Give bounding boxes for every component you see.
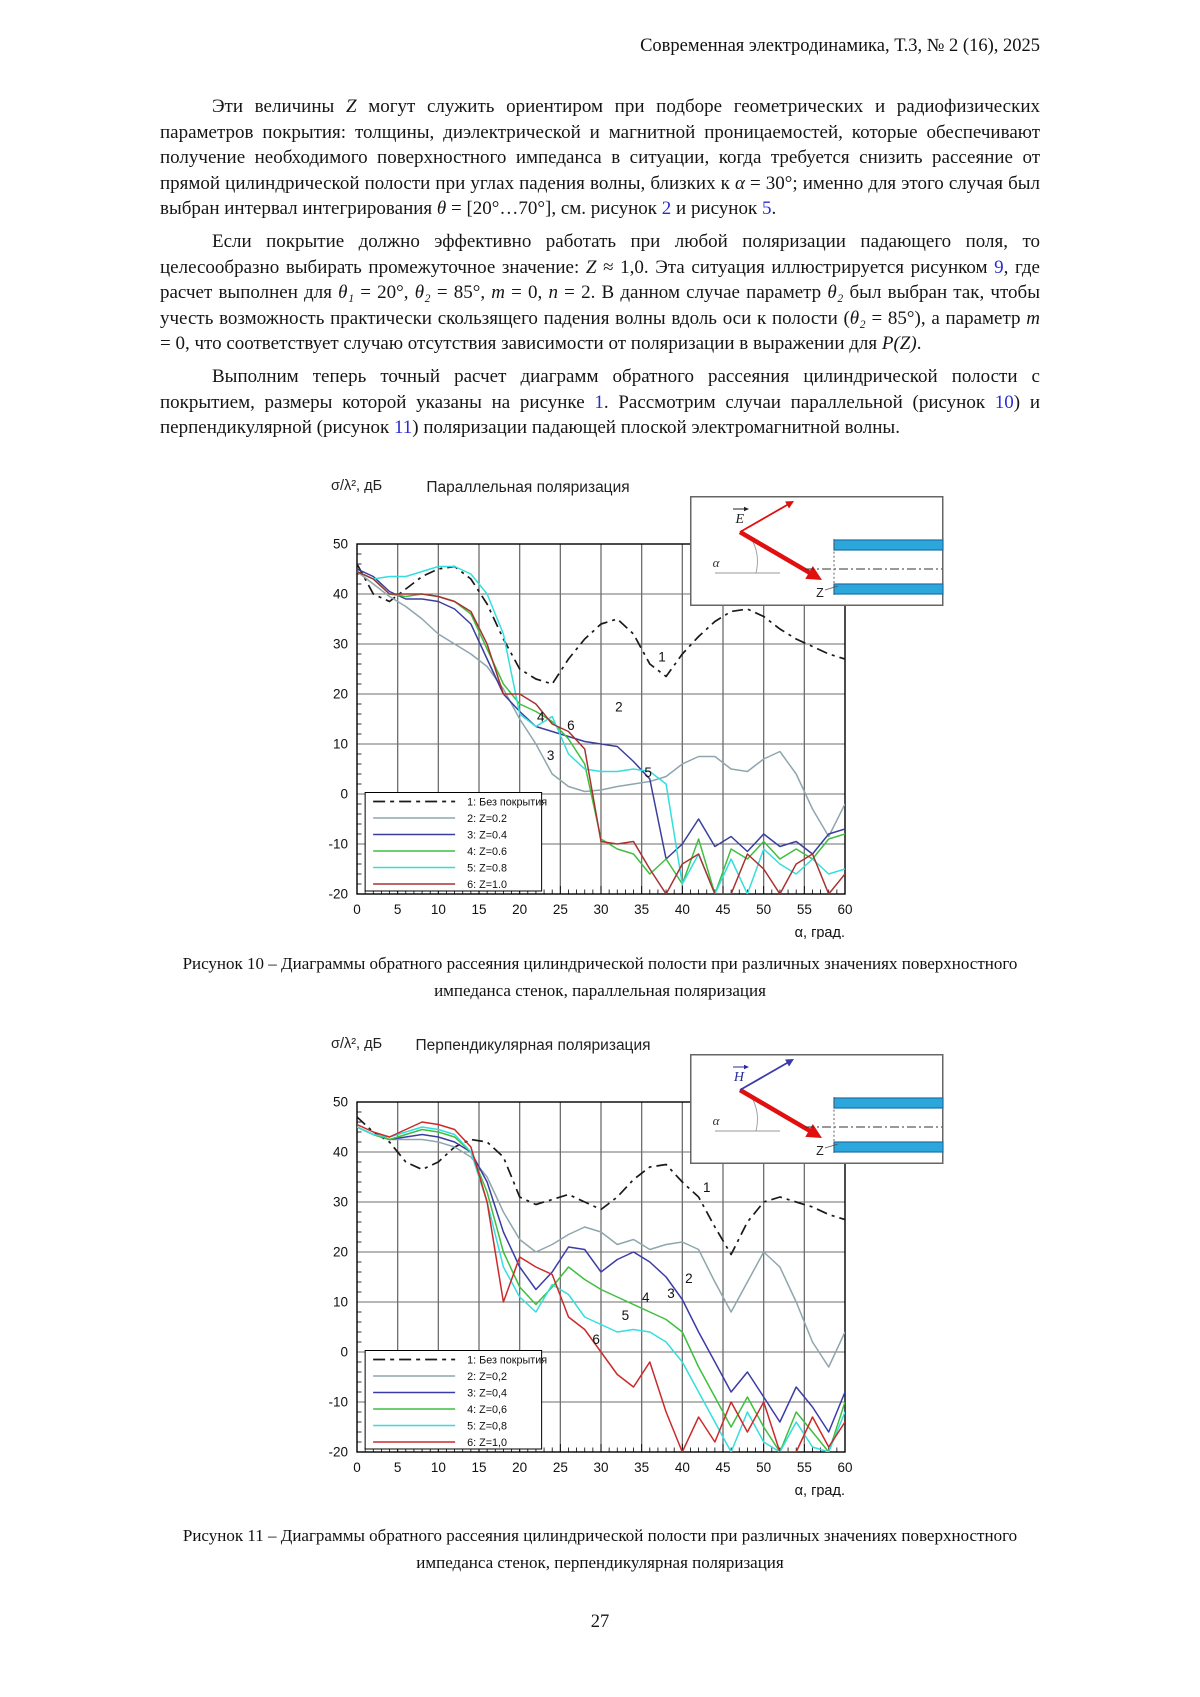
- svg-text:30: 30: [332, 636, 348, 652]
- svg-text:50: 50: [756, 902, 772, 917]
- math-symbol: n: [548, 282, 558, 304]
- svg-text:50: 50: [756, 1460, 772, 1475]
- svg-text:4: Z=0,6: 4: Z=0,6: [467, 1403, 508, 1416]
- text-run: .: [771, 198, 777, 220]
- svg-text:35: 35: [634, 902, 650, 917]
- text-run: Если покрытие должно эффективно работать при любой поляризации падающего поля, то целесообразно выбирать промежуточное значение:: [160, 230, 1040, 278]
- text-run: .: [916, 333, 922, 355]
- chart-title: Параллельная поляризация: [426, 479, 630, 496]
- svg-text:20: 20: [512, 1460, 528, 1475]
- text-run: ≈ 1,0. Эта ситуация иллюстрируется рисунком: [596, 256, 995, 278]
- svg-text:30: 30: [332, 1194, 348, 1210]
- svg-text:6: 6: [567, 718, 575, 733]
- svg-text:55: 55: [796, 1460, 812, 1475]
- svg-text:-20: -20: [328, 1444, 348, 1460]
- svg-text:H: H: [733, 1070, 744, 1085]
- text-run: = 0,: [504, 282, 549, 304]
- svg-text:1: Без покрытия: 1: Без покрытия: [467, 1354, 548, 1367]
- svg-text:Z: Z: [816, 586, 824, 600]
- text-run: ) поляризации падающей плоской электромагнитной волны.: [412, 417, 900, 439]
- figure-11-block: [285, 1036, 955, 1496]
- text-run: Эти величины: [212, 96, 346, 117]
- svg-text:3: Z=0.4: 3: Z=0.4: [467, 829, 508, 842]
- math-symbol: Z: [585, 256, 597, 278]
- math-symbol: θ₁: [338, 282, 355, 304]
- svg-text:0: 0: [353, 1460, 361, 1475]
- svg-text:-10: -10: [328, 1394, 348, 1410]
- incidence-geometry-inset: [691, 497, 943, 606]
- text-run: = [20°…70°], см. рисунок: [446, 198, 662, 220]
- svg-text:15: 15: [471, 902, 487, 917]
- svg-text:E: E: [735, 512, 744, 527]
- text-run: был выбран так, чтобы учесть возможность практически скользящего падения волны вдоль оси к полости (: [160, 282, 1040, 329]
- caption-line: импеданса стенок, перпендикулярная поляризация: [416, 1553, 784, 1572]
- journal-header: Современная электродинамика, Т.3, № 2 (16), 2025: [640, 36, 1040, 56]
- svg-text:1: Без покрытия: 1: Без покрытия: [467, 796, 548, 809]
- svg-text:40: 40: [332, 1144, 348, 1160]
- svg-text:45: 45: [715, 902, 731, 917]
- svg-text:3: Z=0,4: 3: Z=0,4: [467, 1387, 508, 1400]
- caption-line: импеданса стенок, параллельная поляризация: [434, 981, 766, 1000]
- paragraph: [160, 364, 1040, 441]
- svg-text:10: 10: [430, 902, 446, 917]
- svg-text:20: 20: [512, 902, 528, 917]
- svg-text:5: 5: [393, 902, 402, 917]
- svg-text:1: 1: [658, 649, 666, 665]
- svg-text:30: 30: [593, 1460, 609, 1475]
- svg-text:20: 20: [332, 1244, 348, 1260]
- svg-text:-10: -10: [328, 836, 348, 852]
- svg-text:α, град.: α, град.: [794, 925, 845, 939]
- y-axis-label: σ/λ², дБ: [331, 478, 383, 494]
- svg-text:0: 0: [353, 902, 361, 917]
- figure-reference-link[interactable]: 1: [594, 391, 604, 413]
- paragraph: [160, 229, 1040, 357]
- text-run: = 2. В данном случае параметр: [558, 282, 828, 304]
- svg-text:10: 10: [332, 1294, 348, 1310]
- svg-text:0: 0: [340, 1344, 348, 1360]
- figure-10-block: [285, 478, 955, 938]
- text-run: Выполним теперь точный расчет диаграмм обратного рассеяния цилиндрической полости с покрытием, размеры которой указаны на рисунке: [160, 365, 1040, 413]
- svg-text:2: 2: [615, 699, 623, 715]
- svg-text:4: 4: [641, 1290, 650, 1305]
- svg-text:50: 50: [332, 1094, 348, 1110]
- svg-text:60: 60: [837, 1460, 853, 1475]
- figure-10-caption: [140, 950, 1060, 1004]
- svg-text:15: 15: [471, 1460, 487, 1475]
- svg-text:2: Z=0,2: 2: Z=0,2: [467, 1370, 508, 1383]
- chart-title: Перпендикулярная поляризация: [415, 1037, 651, 1054]
- svg-text:35: 35: [634, 1460, 650, 1475]
- svg-text:5: 5: [644, 765, 652, 780]
- svg-text:5: 5: [621, 1308, 630, 1323]
- backscatter-chart-perpendicular: [285, 1042, 950, 1497]
- text-run: ) и перпендикулярной (рисунок: [160, 391, 1040, 439]
- figure-reference-link[interactable]: 9: [994, 256, 1004, 278]
- figure-reference-link[interactable]: 5: [761, 198, 772, 220]
- text-run: , где расчет выполнен для: [160, 256, 1040, 304]
- svg-text:Z: Z: [816, 1144, 824, 1158]
- text-run: = 20°,: [354, 282, 415, 304]
- text-run: и рисунок: [671, 198, 762, 220]
- caption-line: Рисунок 10 – Диаграммы обратного рассеяния цилиндрической полости при различных значениях поверхностного: [182, 954, 1018, 973]
- svg-text:6: Z=1,0: 6: Z=1,0: [467, 1436, 508, 1449]
- math-symbol: θ₂: [414, 282, 431, 304]
- svg-text:25: 25: [552, 1460, 568, 1475]
- text-run: = 85°,: [430, 282, 492, 304]
- svg-text:40: 40: [674, 1460, 690, 1475]
- text-run: = 30°; именно для этого случая был выбран интервал интегрирования: [160, 172, 1040, 220]
- svg-text:10: 10: [430, 1460, 446, 1475]
- figure-reference-link[interactable]: 11: [393, 417, 413, 439]
- svg-text:5: Z=0,8: 5: Z=0,8: [467, 1420, 508, 1433]
- math-symbol: α: [734, 172, 745, 194]
- math-symbol: θ₂: [849, 307, 866, 329]
- math-symbol: θ₂: [827, 282, 844, 304]
- svg-text:3: 3: [546, 748, 555, 763]
- svg-text:40: 40: [674, 902, 690, 917]
- svg-text:α: α: [712, 555, 720, 570]
- text-run: = 85°), а параметр: [865, 307, 1027, 329]
- caption-line: Рисунок 11 – Диаграммы обратного рассеяния цилиндрической полости при различных значениях поверхностного: [182, 1526, 1018, 1545]
- page-number: 27: [590, 1612, 610, 1632]
- math-symbol: m: [491, 282, 505, 304]
- figure-reference-link[interactable]: 2: [661, 198, 672, 220]
- incidence-geometry-inset: [691, 1055, 943, 1164]
- svg-text:α, град.: α, град.: [794, 1483, 845, 1497]
- svg-text:4: Z=0.6: 4: Z=0.6: [467, 845, 508, 858]
- svg-text:3: 3: [667, 1286, 675, 1301]
- svg-text:α: α: [712, 1113, 720, 1128]
- backscatter-chart-parallel: [285, 484, 950, 939]
- paragraph: [160, 94, 1040, 222]
- svg-text:55: 55: [796, 902, 812, 917]
- svg-text:10: 10: [332, 736, 348, 752]
- svg-text:30: 30: [593, 902, 609, 917]
- text-run: . Рассмотрим случаи параллельной (рисунок: [603, 391, 995, 413]
- svg-text:4: 4: [537, 709, 545, 725]
- math-symbol: P(Z): [881, 333, 917, 355]
- svg-text:25: 25: [552, 902, 568, 917]
- svg-text:6: Z=1.0: 6: Z=1.0: [467, 878, 508, 891]
- svg-text:2: Z=0.2: 2: Z=0.2: [467, 812, 508, 825]
- svg-text:5: Z=0.8: 5: Z=0.8: [467, 862, 508, 875]
- svg-text:2: 2: [685, 1271, 693, 1286]
- y-axis-label: σ/λ², дБ: [331, 1036, 383, 1052]
- svg-text:40: 40: [332, 586, 348, 602]
- figure-11-caption: [140, 1522, 1060, 1576]
- math-symbol: m: [1026, 307, 1040, 329]
- svg-text:60: 60: [837, 902, 853, 917]
- svg-text:6: 6: [592, 1332, 600, 1347]
- svg-text:0: 0: [340, 786, 348, 802]
- text-run: могут служить ориентиром при подборе геометрических и радиофизических параметров покрытия: толщины, диэлектрической и магнитной проницаемостей, которые обеспечивают получение необходимого поверхностного импеданса в ситуации, когда требуется снизить рассеяние от прямой цилиндрической полости при углах падения волны, близких к: [160, 96, 1040, 194]
- math-symbol: Z: [345, 96, 357, 117]
- svg-text:1: 1: [702, 1180, 711, 1195]
- svg-text:45: 45: [715, 1460, 731, 1475]
- svg-text:50: 50: [332, 536, 348, 552]
- svg-text:-20: -20: [328, 886, 348, 902]
- text-run: = 0, что соответствует случаю отсутствия зависимости от поляризации в выражении для: [160, 333, 882, 355]
- math-symbol: θ: [436, 198, 447, 220]
- svg-text:5: 5: [393, 1460, 402, 1475]
- body-text: [160, 94, 1040, 448]
- svg-text:20: 20: [332, 686, 348, 702]
- figure-reference-link[interactable]: 10: [994, 391, 1014, 413]
